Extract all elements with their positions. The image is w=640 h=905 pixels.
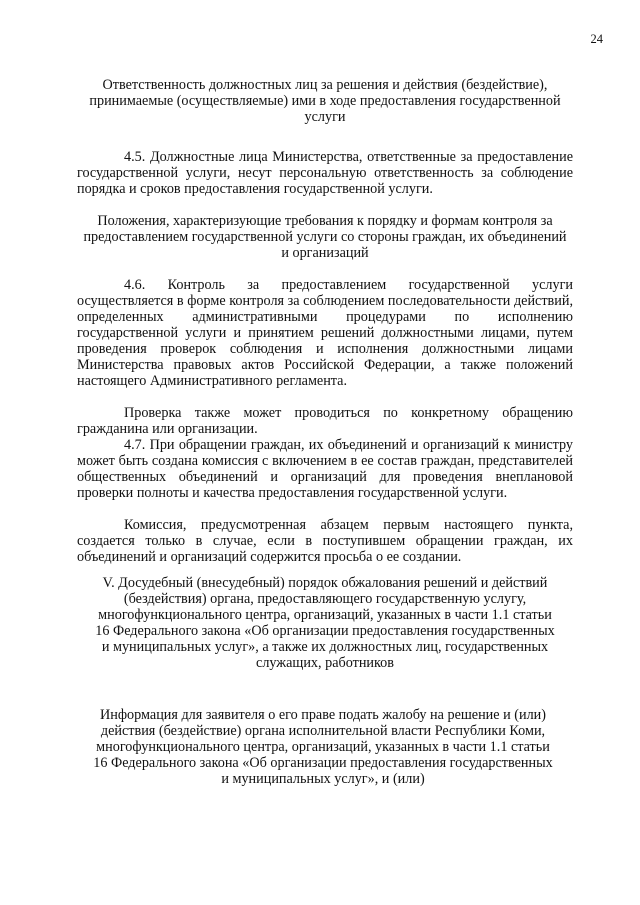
paragraph-check: Проверка также может проводиться по конкретному обращению гражданина или организации.: [77, 405, 573, 437]
heading-info: Информация для заявителя о его праве подать жалобу на решение и (или) действия (бездействие) органа исполнительной власти Республики Коми, многофункционального центра, организаций, указанных в части 1.1 статьи 16 Федерального закона «Об организации предоставления государственных и муниципальных услуг», и (или): [93, 707, 553, 787]
paragraph-4-6: 4.6. Контроль за предоставлением государственной услуги осуществляется в форме контроля за соблюдением последовательности действий, определенных административными процедурами по исполнению государственной услуги и принятием решений должностными лицами, путем проведения проверок соблюдения и исполнения должностными лицами Министерства правовых актов Российской Федерации, а также положений настоящего Административного регламента.: [77, 277, 573, 389]
heading-control: Положения, характеризующие требования к порядку и формам контроля за предоставлением государственной услуги со стороны граждан, их объединений и организаций: [83, 213, 567, 261]
page-number: 24: [590, 32, 603, 46]
paragraph-commission: Комиссия, предусмотренная абзацем первым настоящего пункта, создается только в случае, если в поступившем обращении граждан, их объединений и организаций содержится просьба о ее создании.: [77, 517, 573, 565]
paragraph-4-7: 4.7. При обращении граждан, их объединений и организаций к министру может быть создана комиссия с включением в ее состав граждан, представителей общественных объединений и организаций для проведения внеплановой проверки полноты и качества предоставления государственной услуги.: [77, 437, 573, 501]
heading-section-v: V. Досудебный (внесудебный) порядок обжалования решений и действий (бездействия) органа, предоставляющего государственную услугу, многофункционального центра, организаций, указанных в части 1.1 статьи 16 Федерального закона «Об организации предоставления государственных и муниципальных услуг», а также их должностных лиц, государственных служащих, работников: [95, 575, 555, 671]
paragraph-4-5: 4.5. Должностные лица Министерства, ответственные за предоставление государственной услуги, несут персональную ответственность за соблюдение порядка и сроков предоставления государственной услуги.: [77, 149, 573, 197]
heading-responsibility: Ответственность должностных лиц за решения и действия (бездействие), принимаемые (осуществляемые) ими в ходе предоставления государственной услуги: [89, 77, 561, 125]
